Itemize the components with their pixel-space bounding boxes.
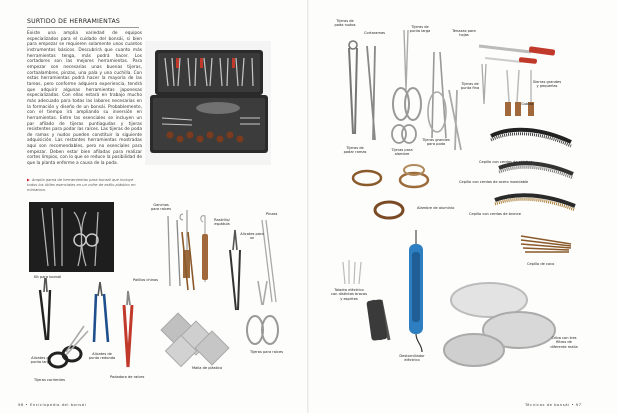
label-root-hooks: Ganchos para raíces [150,203,172,212]
label-saws: Sierras grandes y pequeñas [532,80,562,89]
label-leaf-pincers: Tenazas para hojas [452,29,476,38]
right-page [309,0,618,413]
coconut-brush-illustration [521,236,571,252]
label-plastic-brush: Cepillo con cerdas de plástico [479,160,533,164]
footer-right: Técnicas de bonsái • 97 [525,402,582,407]
label-branch-pruning-scissors: Tijeras de podar ramas [343,146,367,155]
label-knob-cutters: Tijeras de poda nudos [334,19,356,28]
gouges-illustration [505,70,534,116]
common-scissors-illustration [49,326,88,367]
tweezers-illustration [262,220,276,302]
label-sieve: Criba con tres filtros de diferente malla [550,336,578,349]
root-pruner-illustration [124,291,132,367]
label-coconut-brush: Cepillo de coco [527,262,555,266]
label-common-scissors: Tijeras corrientes [34,378,66,382]
wire-cutters-illustration [392,125,416,143]
label-wire-cutters: Tijeras para alambre [391,148,413,157]
label-pliers: Alicates para un [240,232,264,241]
tool-case-photo [145,41,271,165]
label-long-blade-scissors: Tijeras de punta larga [409,25,431,34]
label-large-pruning-shears: Tijeras grandes para poda [422,138,450,147]
sieve-illustration [444,283,555,366]
caption-marker-icon: ▶ [27,178,30,182]
saws-illustration [479,46,555,64]
label-aluminium-wire: Alambre de aluminio [417,206,455,210]
label-electric-drill: Taladro eléctrico con distintas brocas y esprites [331,288,367,301]
long-blade-scissors-illustration [393,30,421,120]
label-fine-point-scissors: Tijeras de punta fina [460,82,480,91]
spatula-rake-illustration [201,216,208,282]
label-root-pruner: Podadora de raíces [110,375,145,379]
label-gouges: Gubias [521,102,534,106]
right-page-illustrations [309,0,618,413]
bronze-brush-illustration [495,195,575,210]
footer-left: 96 • Enciclopedia del bonsái [18,402,87,407]
plastic-brush-illustration [491,130,571,146]
round-nose-pliers-illustration [94,282,108,342]
knob-cutters-illustration [349,41,357,134]
wire-pliers-illustration [230,230,240,310]
steel-brush-illustration [499,163,573,178]
label-rake-spatula: Rastrillo/ espátula [214,218,230,227]
label-round-nose-pliers: Alicates de punta redonda [88,352,116,361]
body-text: Existe una amplia variedad de equipos especializados para el cuidado del bonsái, si bien para empezar se requieren solamente unos cuantos instrumentos básicos. Descubrirá que cuanto más herramientas tenga, más podrá hacer. Los cortadores son las mejores herramientas. Para empezar son necesarias unas buenas tijeras, cortaalambres, pinzas, una pala y una cuchilla. Con estas herramientas podrá hacer la mayoría de las tareas, pero conforme adquiera experiencia, tendrá que adquirir algunas herramientas japonesas especializadas. Con ellas estará en trabajo mucho más adecuado para todas las labores necesarias en la formación y diseño de un bonsái. Probablemente, con el tiempo irá ampliando su inversión en herramientas. Entre las esenciales se incluyen un par afilado de tijeras puntiagudas y tijeras resistentes para podar las raíces. Las tijeras de poda de ramas y nudos pueden constituir la siguiente adquisición. Las restantes herramientas mostradas aquí son recomendables, pero no esenciales para empezar. Deben estar bien afiladas para realizar cortes limpios, con lo que se reduce la posibilidad de que la planta enferme a causa de la poda. [27,31,142,167]
label-bronze-brush: Cepillo con cerdas de bronce [469,212,522,216]
label-branch-cutters: Cortaramas [364,31,386,35]
electric-screwdriver-illustration [409,230,423,352]
branch-cutters-illustration [367,46,375,140]
label-steel-brush: Cepillo con cerdas de acero inoxidable [459,180,529,184]
label-plastic-mesh: Malla de plástico [192,366,223,370]
label-long-nose-pliers: Alicates de punta larga [30,356,52,365]
label-electric-screwdriver: Destornillador eléctrico [399,354,425,363]
bonsai-kit-illustration [29,202,114,272]
root-scissors-illustration [247,281,278,344]
plastic-mesh-illustration [161,313,229,367]
leaf-pincers-illustration [428,52,446,138]
label-chopsticks: Palillos chinos [133,278,159,282]
fine-point-scissors-illustration [482,64,486,104]
label-kit: Kit para bonsái [34,275,62,279]
label-root-scissors: Tijeras para raíces [250,350,284,354]
long-nose-pliers-illustration [40,278,50,340]
label-tweezers: Pinzas [266,212,278,216]
section-title: SURTIDO DE HERRAMIENTAS [27,18,139,28]
caption-note-text: Amplia gama de herramientas para bonsái que incluye todos los útiles esenciales en un cofre de estilo plástico en miniatura. [27,178,136,192]
